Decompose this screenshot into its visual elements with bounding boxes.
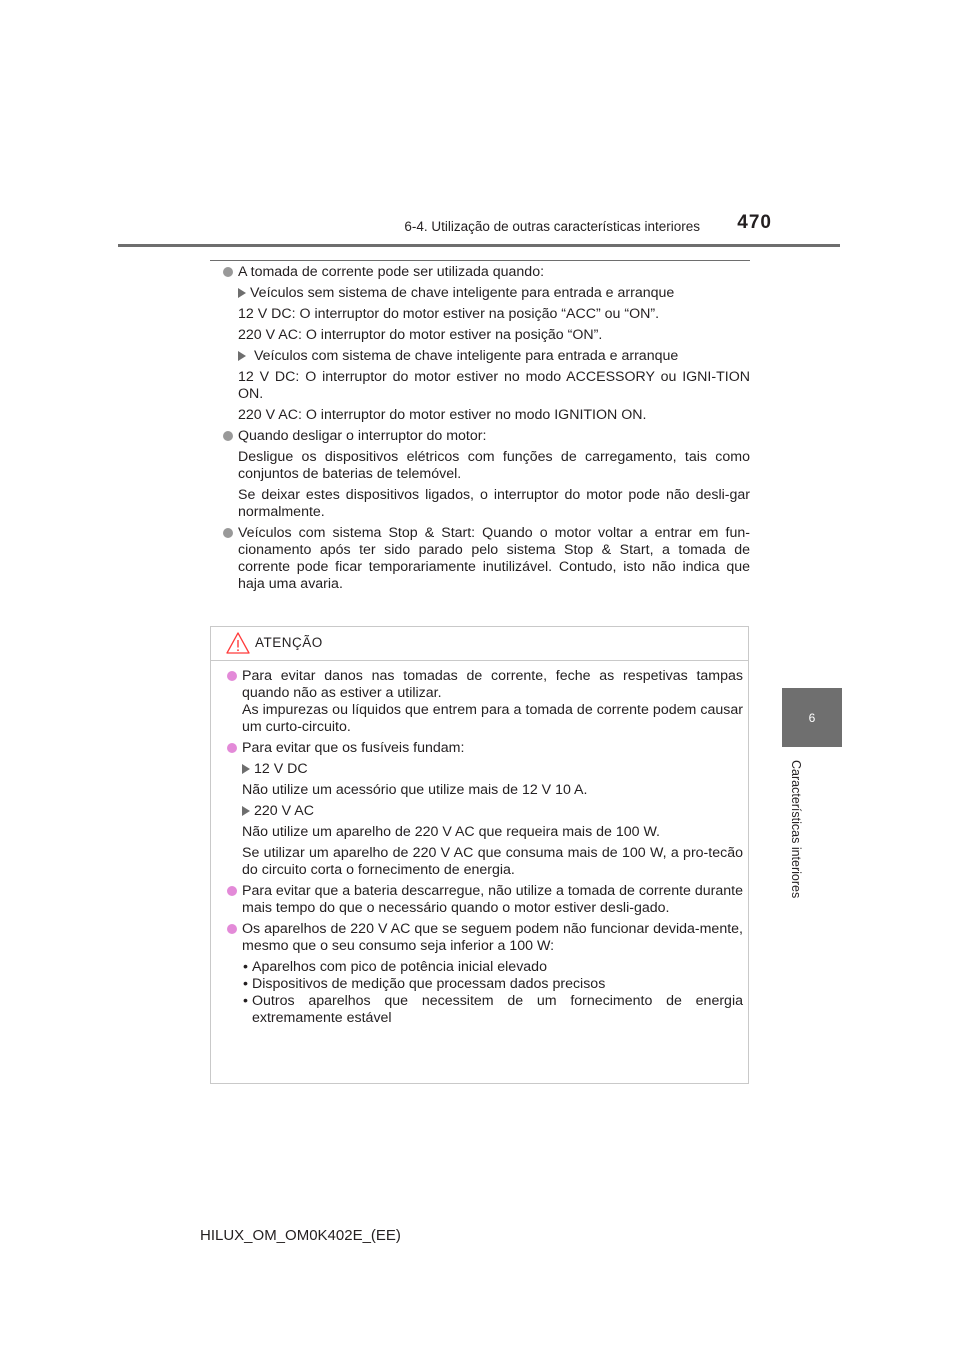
dash-list-item	[226, 976, 743, 993]
bullet-text: A tomada de corrente pode ser utilizada quando:	[238, 264, 545, 280]
dot-marker: •	[243, 959, 248, 975]
header-rule	[118, 244, 840, 247]
circle-bullet-icon	[227, 743, 237, 753]
circle-bullet-icon	[223, 431, 233, 441]
dash-list-text: Dispositivos de medição que processam dados precisos	[252, 976, 606, 992]
warning-bullet-item	[226, 883, 743, 917]
paragraph: 220 V AC: O interruptor do motor estiver no modo IGNITION ON.	[238, 407, 647, 423]
dash-list-item	[226, 993, 743, 1027]
bullet-text: Para evitar danos nas tomadas de corrente, feche as respetivas tampas quando não as estiver a utilizar.	[242, 668, 743, 701]
warning-title: ATENÇÃO	[255, 635, 323, 650]
chapter-title: Características interiores	[789, 760, 803, 899]
bullet-text: Para evitar que os fusíveis fundam:	[242, 740, 465, 756]
warning-body	[226, 668, 743, 1027]
main-content	[222, 264, 750, 593]
chapter-tab	[782, 688, 842, 747]
triangle-arrow-icon	[238, 351, 246, 361]
circle-bullet-icon	[223, 528, 233, 538]
bullet-text: Para evitar que a bateria descarregue, não utilize a tomada de corrente durante mais tempo do que o necessário quando o motor estiver desli-gado.	[242, 883, 743, 916]
sub-heading-text: Veículos com sistema de chave inteligente para entrada e arranque	[250, 348, 679, 364]
sub-heading	[226, 803, 743, 820]
paragraph: As impurezas ou líquidos que entrem para a tomada de corrente podem causar um curto-circuito.	[242, 702, 743, 735]
bullet-text: Veículos com sistema Stop & Start: Quando o motor voltar a entrar em fun-cionamento após ter sido parado pelo sistema Stop & Start, a tomada de corrente pode ficar temporariamente inutilizável. Contudo, isto não indica que haja uma avaria.	[238, 525, 750, 592]
bullet-item	[222, 525, 750, 593]
header-section-title: 6-4. Utilização de outras características interiores	[404, 219, 700, 234]
dash-list-text: Aparelhos com pico de potência inicial elevado	[252, 959, 547, 975]
warning-bullet-item	[226, 740, 743, 757]
sub-heading	[222, 348, 750, 365]
bullet-item	[222, 428, 750, 445]
bullet-text: Quando desligar o interruptor do motor:	[238, 428, 487, 444]
circle-bullet-icon	[227, 924, 237, 934]
circle-bullet-icon	[227, 671, 237, 681]
sub-heading-text: 12 V DC	[254, 761, 308, 777]
sub-heading	[222, 285, 750, 302]
warning-box	[210, 626, 749, 1084]
dash-list-item	[226, 959, 743, 976]
warning-triangle-icon	[225, 631, 251, 655]
sub-heading	[226, 761, 743, 778]
warning-header	[211, 627, 748, 661]
triangle-arrow-icon	[238, 288, 246, 298]
chapter-number: 6	[808, 710, 816, 725]
bullet-text: Os aparelhos de 220 V AC que se seguem podem não funcionar devida-mente, mesmo que o seu consumo seja inferior a 100 W:	[242, 921, 743, 954]
circle-bullet-icon	[223, 267, 233, 277]
paragraph: 12 V DC: O interruptor do motor estiver na posição “ACC” ou “ON”.	[238, 306, 660, 322]
document-code: HILUX_OM_OM0K402E_(EE)	[200, 1227, 401, 1244]
circle-bullet-icon	[227, 886, 237, 896]
sub-heading-text: 220 V AC	[254, 803, 314, 819]
warning-bullet-item	[226, 668, 743, 702]
sub-heading-text: Veículos sem sistema de chave inteligente para entrada e arranque	[250, 285, 675, 301]
paragraph: 220 V AC: O interruptor do motor estiver na posição “ON”.	[238, 327, 603, 343]
bullet-item	[222, 264, 750, 281]
paragraph: Desligue os dispositivos elétricos com funções de carregamento, tais como conjuntos de baterias de telemóvel.	[238, 449, 750, 482]
paragraph: Se utilizar um aparelho de 220 V AC que consuma mais de 100 W, a pro-tecão do circuito corta o fornecimento de energia.	[242, 845, 743, 878]
dot-marker: •	[243, 993, 248, 1009]
paragraph: 12 V DC: O interruptor do motor estiver no modo ACCESSORY ou IGNI-TION ON.	[238, 369, 750, 402]
paragraph: Não utilize um acessório que utilize mais de 12 V 10 A.	[242, 782, 588, 798]
paragraph: Se deixar estes dispositivos ligados, o interruptor do motor pode não desli-gar normalmente.	[238, 487, 750, 520]
triangle-arrow-icon	[242, 764, 250, 774]
dash-list-text: Outros aparelhos que necessitem de um fornecimento de energia extremamente estável	[252, 993, 743, 1026]
triangle-arrow-icon	[242, 806, 250, 816]
warning-bullet-item	[226, 921, 743, 955]
page-number: 470	[737, 212, 772, 233]
paragraph: Não utilize um aparelho de 220 V AC que requeira mais de 100 W.	[242, 824, 660, 840]
content-top-rule	[210, 260, 750, 261]
dot-marker: •	[243, 976, 248, 992]
